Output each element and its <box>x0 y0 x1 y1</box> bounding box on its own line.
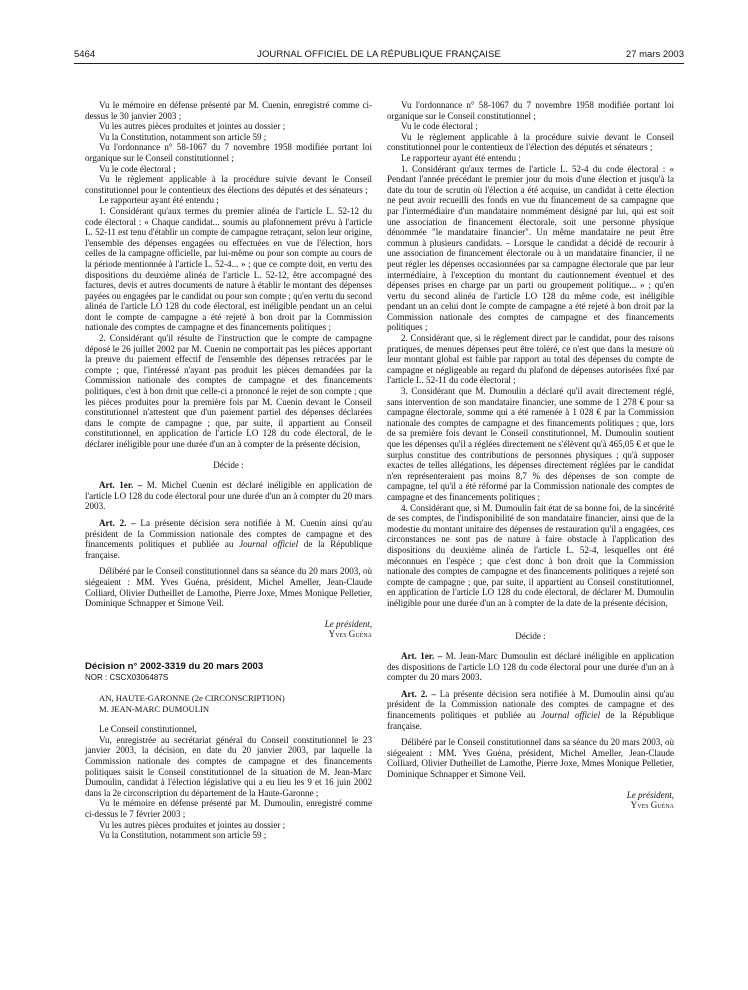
deliberation: Délibéré par le Conseil constitutionnel dans sa séance du 20 mars 2003, où siégeaient : MM. Yves Guéna, président, Michel Ameller, Jean-Claude Colliard, Olivier Dutheillet de Lamothe, Pierre Joxe, Mmes Monique Pelletier, Dominique Schnapper et Simone Veil. <box>85 566 372 609</box>
paragraph: Vu l'ordonnance n° 58-1067 du 7 novembre 1958 modifiée portant loi organique sur le Conseil constitutionnel ; <box>85 142 372 163</box>
article-label: Art. 1er. – <box>401 651 443 662</box>
paragraph: Vu la Constitution, notamment son article 59 ; <box>99 830 267 841</box>
paragraph: Vu, enregistrée au secrétariat général du Conseil constitutionnel le 23 janvier 2003, la décision, en date du 20 janvier 2003, par laquelle la Commission nationale des comptes de campagne et des financements politiques saisit le Conseil constitutionnel de la situation de M. Jean-Marc Dumoulin, candidat à l'élection législative qui a eu lieu les 9 et 16 juin 2002 dans la 2e circonscription du département de la Haute-Garonne ; <box>85 734 372 798</box>
signature-title: Le président, <box>324 618 372 629</box>
paragraph: Vu l'ordonnance n° 58-1067 du 7 novembre 1958 modifiée portant loi organique sur le Conseil constitutionnel ; <box>387 100 674 121</box>
journal-reference: Journal officiel <box>541 710 601 721</box>
article-text: M. Jean-Marc Dumoulin est déclaré inéligible en application des dispositions de l'article LO 128 du code électoral pour une durée d'un an à compter du 20 mars 2003. <box>387 651 674 683</box>
candidate-heading: M. JEAN-MARC DUMOULIN <box>99 703 210 714</box>
article-text: La présente décision sera notifiée à M. Dumoulin ainsi qu'au président de la Commission nationale des comptes de campagne et des financements politiques et publiée au <box>387 688 675 721</box>
decide-heading: Décide : <box>213 459 244 470</box>
paragraph: Vu le mémoire en défense présenté par M. Dumoulin, enregistré comme ci-dessus le 7 février 2003 ; <box>85 798 372 820</box>
signature-title: Le président, <box>626 789 674 800</box>
paragraph: 1. Considérant qu'aux termes de l'article L. 52-4 du code électoral : « Pendant l'année précédant le premier jour du mois d'une élection et jusqu'à la date du tour de scrutin où l'élection a été acquise, un candidat à cette élection ne peut avoir recueilli des fonds en vue du financement de sa campagne que par l'intermédiaire d'un mandataire nommément désigné par lui, qui est soit une association de financement électorale, soit une personne physique dénommée "le mandataire financier". Un même mandataire ne peut être commun à plusieurs candidats. – Lorsque le candidat a décidé de recourir à une association de financement électorale ou à un mandataire financier, il ne peut régler les dépenses occasionnées par sa campagne électorale que par leur intermédiaire, à l'exception du montant du cautionnement éventuel et des dépenses prises en charge par un parti ou groupement politique... » ; qu'en vertu du second alinéa de l'article LO 128 du même code, est inéligible pendant un an celui dont le compte de campagne a été rejeté à bon droit par la Commission nationale des comptes de campagne et des financements politiques ; <box>387 163 674 333</box>
paragraph: 4. Considérant que, si M. Dumoulin fait état de sa bonne foi, de la sincérité de ses comptes, de l'indisponibilité de son mandataire financier, ainsi que de la modestie du montant unitaire des dépenses de restauration qu'il a engagées, ces circonstances ne sont pas de nature à faire obstacle à l'application des dispositions du deuxième alinéa de l'article L. 52-4, lesquelles ont été méconnues en l'espèce ; que c'est donc à bon droit que la Commission nationale des comptes de campagne et des financements politiques a rejeté son compte de campagne ; que, par suite, il appartient au Conseil constitutionnel, en application de l'article LO 128 du code électoral, de déclarer M. Dumoulin inéligible pour une durée d'un an à compter de la date de la présente décision, <box>387 502 674 608</box>
article-label: Art. 2. – <box>99 517 136 528</box>
article-text: La présente décision sera notifiée à M. Cuenin ainsi qu'au président de la Commission nationale des comptes de campagne et des financements politiques et publiée au <box>85 517 373 550</box>
article-text: de la République française. <box>387 710 674 731</box>
article-label: Art. 1er. – <box>99 480 143 491</box>
article-text: de la République française. <box>85 539 372 560</box>
article-1 <box>85 480 372 512</box>
journal-title: JOURNAL OFFICIEL DE LA RÉPUBLIQUE FRANÇAISE <box>257 49 501 60</box>
page-number: 5464 <box>74 49 96 60</box>
left-column <box>85 100 372 841</box>
paragraph: Vu les autres pièces produites et jointes au dossier ; <box>99 121 286 132</box>
decide-heading: Décide : <box>515 630 546 641</box>
paragraph: Le Conseil constitutionnel, <box>99 724 197 735</box>
paragraph: 2. Considérant qu'il résulte de l'instruction que le compte de campagne déposé le 26 juillet 2002 par M. Cuenin ne comportait pas les pièces apportant la preuve du paiement effectif de l'ensemble des dépenses retracées par le compte ; que, l'intéressé n'ayant pas produit les pièces demandées par la Commission nationale des comptes de campagne et des financements politiques, c'est à bon droit que celle-ci a prononcé le rejet de son compte ; que les pièces produites pour la première fois par M. Cuenin devant le Conseil constitutionnel n'attestent que d'un paiement partiel des dépenses déclarées dans le compte de campagne ; que, par suite, il appartient au Conseil constitutionnel, en application de l'article LO 128 du code électoral, de le déclarer inéligible pour une durée d'un an à compter de la présente décision, <box>85 333 372 449</box>
article-1 <box>387 651 674 683</box>
signature-name: Yves Guéna <box>328 629 372 640</box>
paragraph: Vu les autres pièces produites et jointes au dossier ; <box>99 819 286 830</box>
constituency-heading: AN, HAUTE-GARONNE (2e CIRCONSCRIPTION) <box>99 693 285 704</box>
paragraph: 3. Considérant que M. Dumoulin a déclaré qu'il avait directement réglé, sans intervention de son mandataire financier, une somme de 1 278 € pour sa campagne électorale, somme qui a été ramenée à 1 028 € par la Commission nationale des comptes de campagne et des financements politiques ; que, lors de sa première fois devant le Conseil constitutionnel, M. Dumoulin soutient que les dépenses qu'il a réglées directement ne s'élèvent qu'à 465,05 € et que le surplus constitue des contributions de personnes physiques ; qu'à supposer exactes de telles allégations, les dépenses directement réglées par le candidat n'en représenteraient pas moins 8,7 % des dépenses de son compte de campagne, tel qu'il a été réformé par la Commission nationale des comptes de campagne et des financements politiques ; <box>387 386 674 502</box>
article-2 <box>85 518 372 560</box>
paragraph: Vu le mémoire en défense présenté par M. Cuenin, enregistré comme ci-dessus le 30 janvier 2003 ; <box>85 100 372 121</box>
paragraph: Vu le code électoral ; <box>401 121 478 132</box>
paragraph: Le rapporteur ayant été entendu ; <box>99 195 219 206</box>
signature-name: Yves Guéna <box>630 800 674 811</box>
header-rule <box>74 63 684 64</box>
article-label: Art. 2. – <box>401 688 436 699</box>
paragraph: 2. Considérant que, si le règlement direct par le candidat, pour des raisons pratiques, de menues dépenses peut être toléré, ce n'est que dans la mesure où leur montant global est faible par rapport au total des dépenses du compte de campagne et négligeable au regard du plafond de dépenses autorisées fixé par l'article L. 52-11 du code électoral ; <box>387 333 674 386</box>
issue-date: 27 mars 2003 <box>625 49 684 60</box>
journal-reference: Journal officiel <box>239 539 299 550</box>
paragraph: Vu le code électoral ; <box>99 163 176 174</box>
right-column <box>387 100 674 811</box>
paragraph: Le rapporteur ayant été entendu ; <box>401 152 521 163</box>
paragraph: Vu le règlement applicable à la procédure suivie devant le Conseil constitutionnel pour le contentieux de l'élection des députés et sénateurs ; <box>387 131 674 153</box>
deliberation: Délibéré par le Conseil constitutionnel dans sa séance du 20 mars 2003, où siégeaient : MM. Yves Guéna, président, Michel Ameller, Jean-Claude Colliard, Olivier Dutheillet de Lamothe, Pierre Joxe, Mmes Monique Pelletier, Dominique Schnapper et Simone Veil. <box>387 737 674 780</box>
paragraph: Vu la Constitution, notamment son article 59 ; <box>99 131 267 142</box>
article-2 <box>387 689 674 731</box>
nor-reference: NOR : CSCX0306487S <box>85 672 169 682</box>
paragraph: Vu le règlement applicable à la procédure suivie devant le Conseil constitutionnel pour le contentieux des élections des députés et des sénateurs ; <box>85 174 372 195</box>
paragraph: 1. Considérant qu'aux termes du premier alinéa de l'article L. 52-12 du code électoral : « Chaque candidat... soumis au plafonnement prévu à l'article L. 52-11 est tenu d'établir un compte de campagne retraçant, selon leur origine, l'ensemble des dépenses engagées ou effectuées en vue de l'élection, hors celles de la campagne officielle, par lui-même ou pour son compte au cours de la période mentionnée à l'article L. 52-4... » ; que ce compte doit, en vertu des dispositions du deuxième alinéa de l'article L. 52-12, être accompagné des factures, devis et autres documents de nature à établir le montant des dépenses payées ou engagées par le candidat ou pour son compte ; qu'en vertu du second alinéa de l'article LO 128 du code électoral, est inéligible pendant un an celui dont le compte de campagne a été rejeté à bon droit par la Commission nationale des comptes de campagne et des financements politiques ; <box>85 205 372 333</box>
article-text: M. Michel Cuenin est déclaré inéligible en application de l'article LO 128 du code électoral pour une durée d'un an à compter du 20 mars 2003. <box>85 480 373 512</box>
decision-title: Décision n° 2002-3319 du 20 mars 2003 <box>85 660 264 672</box>
